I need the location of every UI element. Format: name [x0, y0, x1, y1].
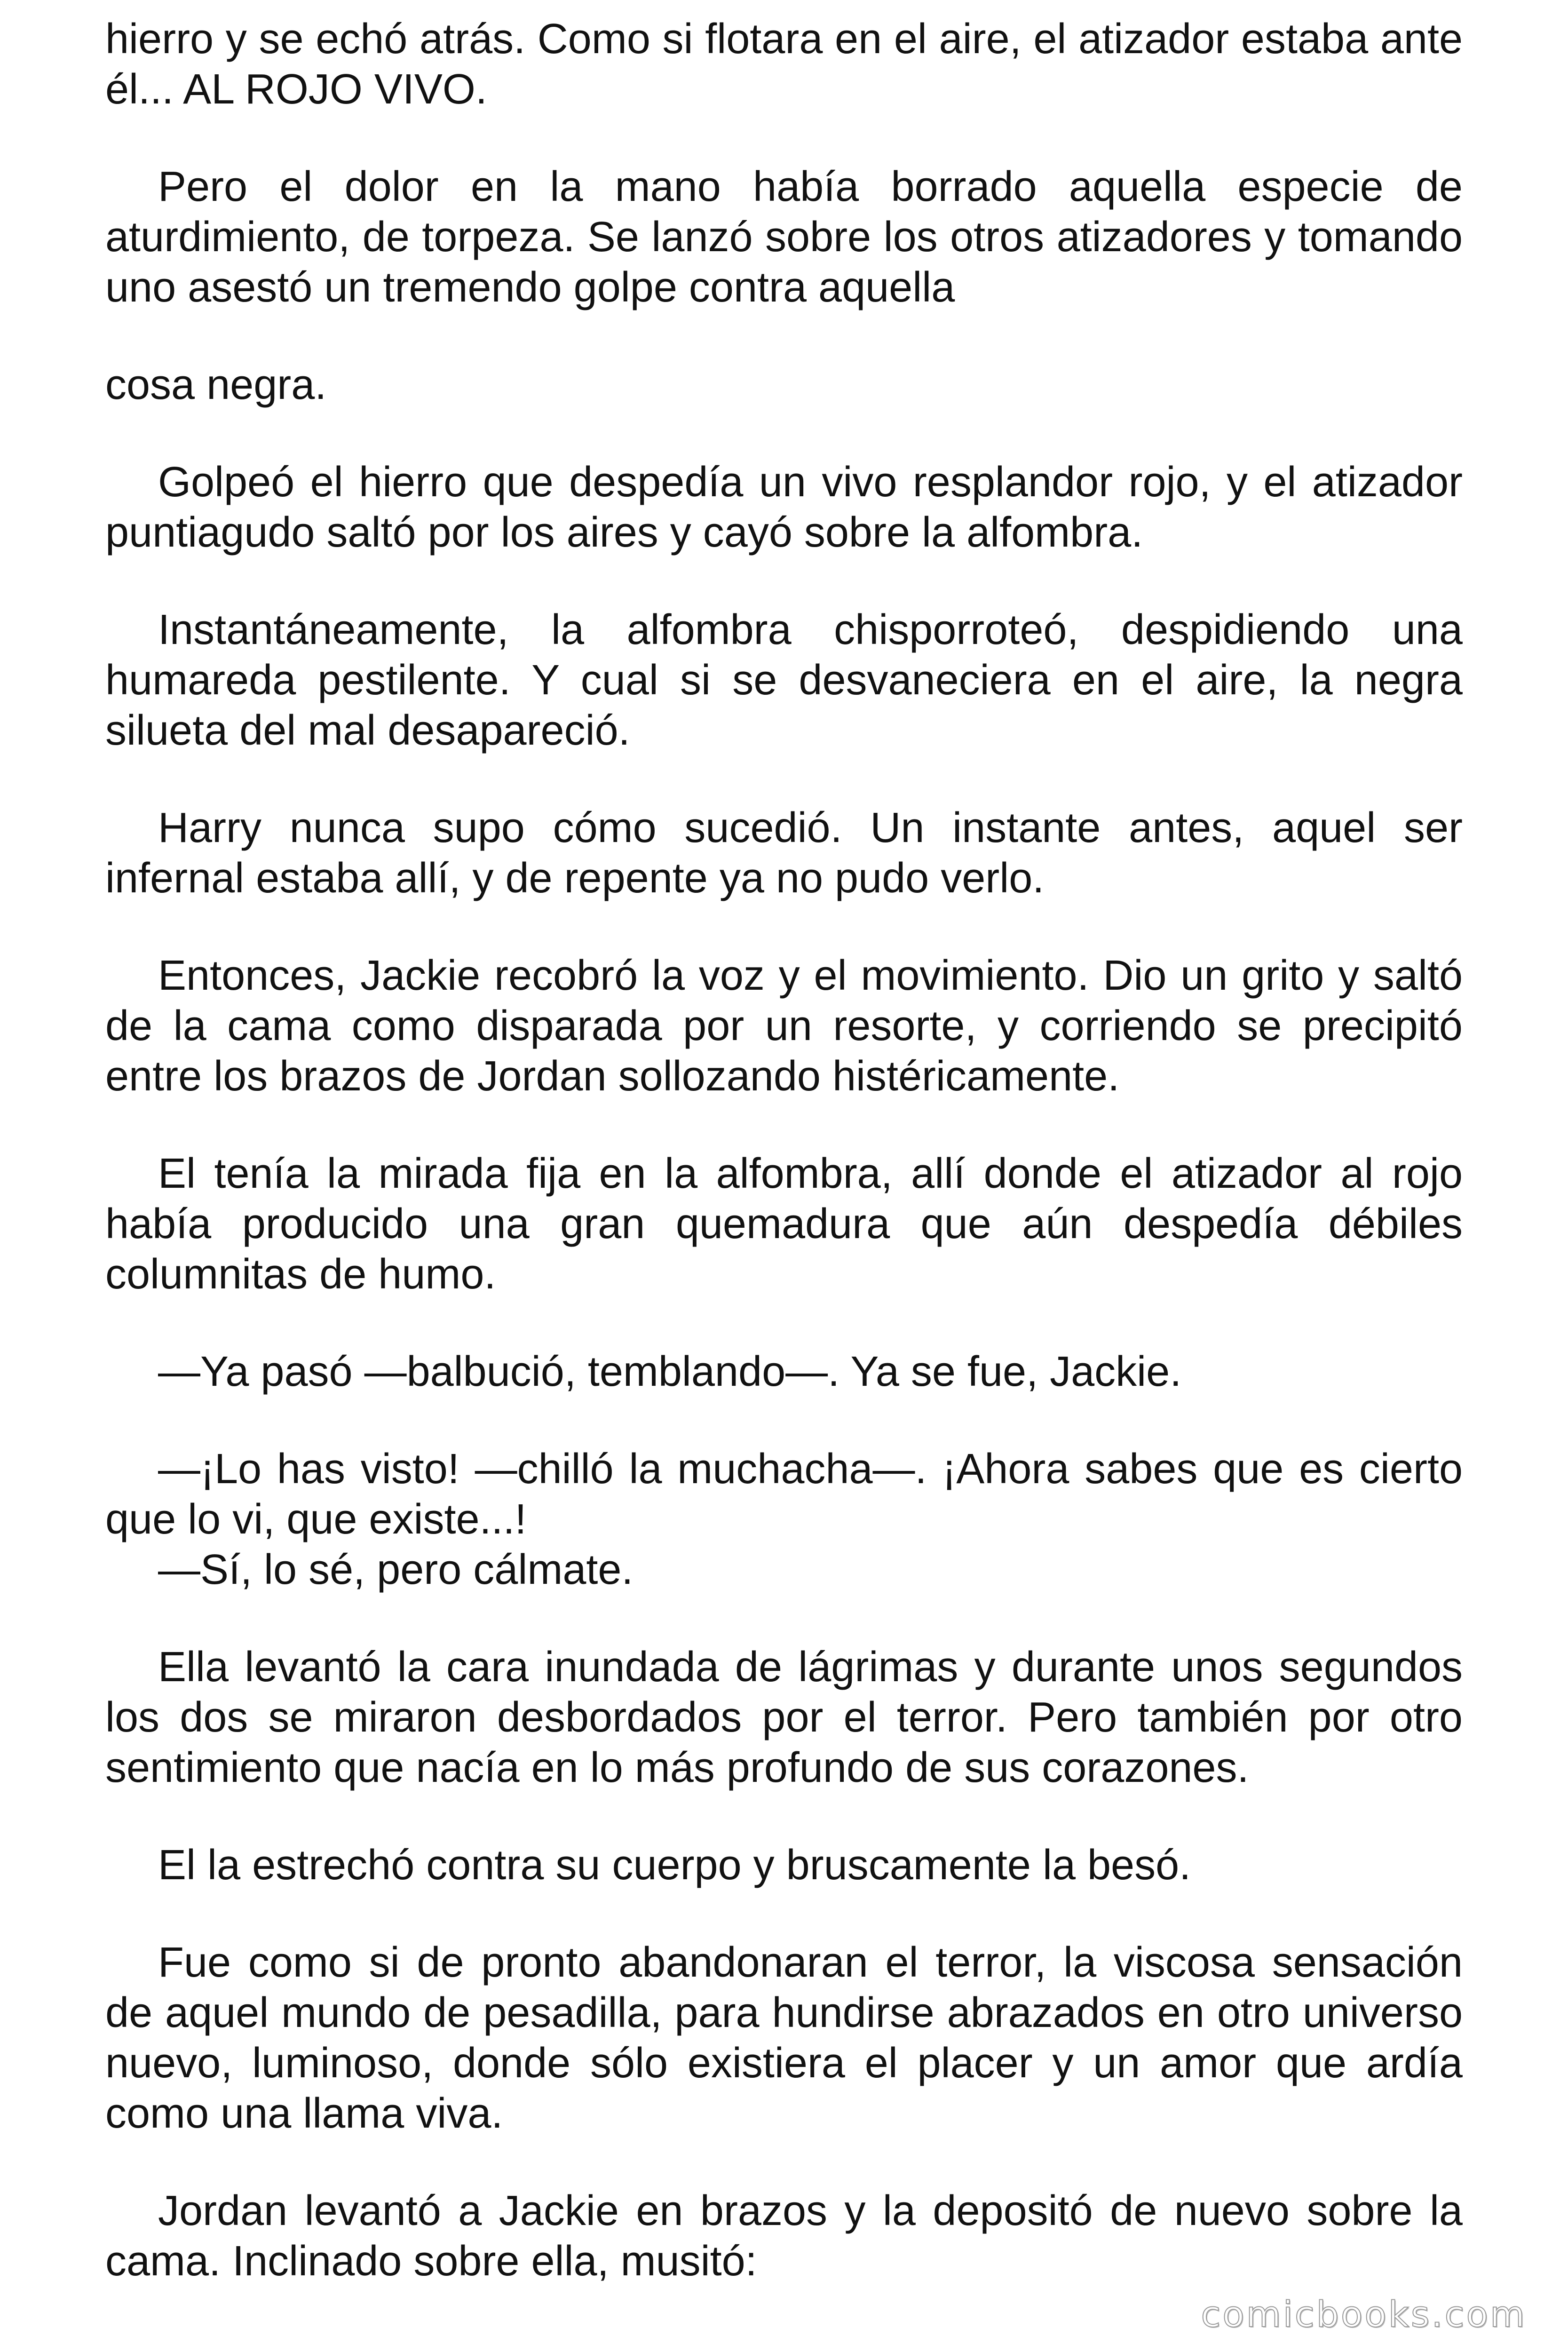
paragraph-7: Entonces, Jackie recobró la voz y el movimiento. Dio un grito y saltó de la cama como disparada por un resorte, y corriendo se precipitó entre los brazos de Jordan sollozando histéricamente.	[105, 952, 1463, 1100]
dialogue-1: —Ya pasó —balbució, temblando—. Ya se fue, Jackie.	[158, 1348, 1182, 1395]
paragraph-9: Ella levantó la cara inundada de lágrimas y durante unos segundos los dos se miraron desbordados por el terror. Pero también por otro sentimiento que nacía en lo más profundo de sus corazones.	[105, 1644, 1463, 1791]
paragraph-11: Fue como si de pronto abandonaran el terror, la viscosa sensación de aquel mundo de pesadilla, para hundirse abrazados en otro universo nuevo, luminoso, donde sólo existiera el placer y un amor que ardía como una llama viva.	[105, 1939, 1463, 2137]
paragraph-12: Jordan levantó a Jackie en brazos y la depositó de nuevo sobre la cama. Inclinado sobre ella, musitó:	[105, 2187, 1463, 2285]
body-text	[105, 14, 1463, 2334]
paragraph-2: Pero el dolor en la mano había borrado aquella especie de aturdimiento, de torpeza. Se lanzó sobre los otros atizadores y tomando uno asestó un tremendo golpe contra aquella	[105, 163, 1463, 311]
paragraph-8: El tenía la mirada fija en la alfombra, allí donde el atizador al rojo había producido una gran quemadura que aún despedía débiles columnitas de humo.	[105, 1150, 1463, 1298]
paragraph-5: Instantáneamente, la alfombra chisporroteó, despidiendo una humareda pestilente. Y cual si se desvaneciera en el aire, la negra silueta del mal desapareció.	[105, 606, 1463, 754]
paragraph-4: Golpeó el hierro que despedía un vivo resplandor rojo, y el atizador puntiagudo saltó por los aires y cayó sobre la alfombra.	[105, 459, 1463, 556]
dialogue-2: —¡Lo has visto! —chilló la muchacha—. ¡Ahora sabes que es cierto que lo vi, que existe...!	[105, 1446, 1463, 1543]
paragraph-3: cosa negra.	[105, 361, 327, 408]
watermark: comicbooks.com	[1201, 2293, 1527, 2335]
paragraph-1: hierro y se echó atrás. Como si flotara en el aire, el atizador estaba ante él... AL ROJO VIVO.	[105, 16, 1463, 113]
paragraph-10: El la estrechó contra su cuerpo y bruscamente la besó.	[158, 1842, 1191, 1889]
dialogue-3: —Sí, lo sé, pero cálmate.	[158, 1546, 634, 1593]
paragraph-6: Harry nunca supo cómo sucedió. Un instante antes, aquel ser infernal estaba allí, y de repente ya no pudo verlo.	[105, 804, 1463, 902]
